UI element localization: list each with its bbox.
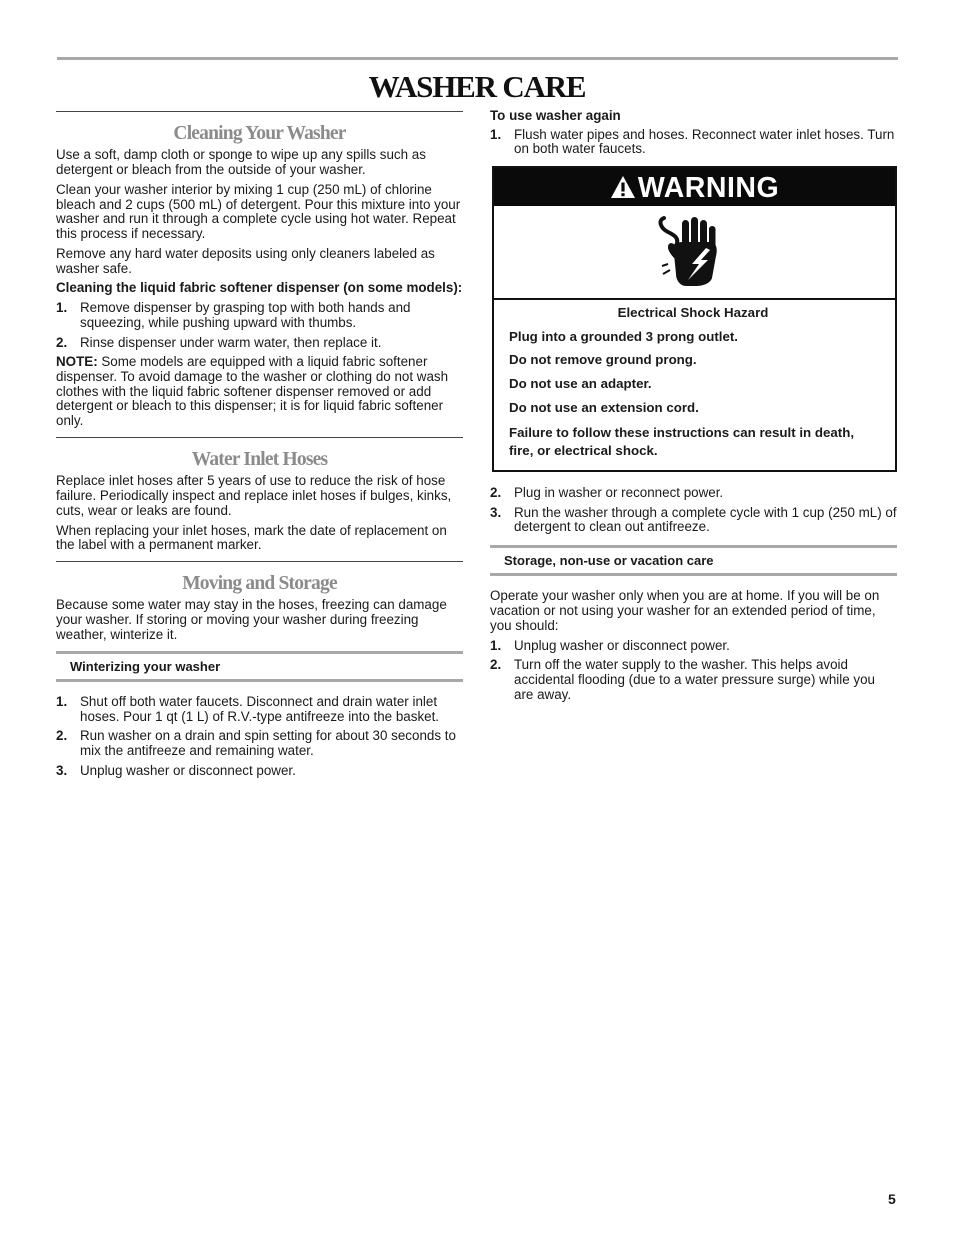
section-title-cleaning: Cleaning Your Washer (173, 123, 346, 144)
warning-label: WARNING (637, 172, 780, 205)
moving-paragraph-1: Because some water may stay in the hoses, freezing can damage your washer. If storing or moving your washer during freezing weather, winterize it. (56, 597, 447, 642)
use-again-heading: To use washer again (490, 108, 621, 123)
electrical-shock-hand-icon (494, 206, 895, 300)
warning-line: Do not use an extension cord. (509, 399, 699, 415)
storage-heading: Storage, non-use or vacation care (490, 545, 897, 576)
list-item: 2. Plug in washer or reconnect power. (490, 484, 724, 500)
page-title: WASHER CARE (368, 69, 586, 104)
note-label: NOTE: (56, 354, 98, 370)
warning-box (492, 166, 897, 472)
hazard-title: Electrical Shock Hazard (617, 305, 769, 321)
list-item: 1. Unplug washer or disconnect power. (490, 637, 730, 653)
warning-body (494, 300, 895, 470)
section-divider (56, 437, 463, 438)
list-item: 1. Remove dispenser by grasping top with both hands and squeezing, while pushing upward with thumbs. (56, 300, 411, 330)
dispenser-steps (56, 301, 463, 350)
note-paragraph (56, 355, 463, 429)
warning-triangle-icon (610, 170, 636, 211)
section-divider (56, 111, 463, 112)
storage-steps (490, 639, 897, 703)
hoses-paragraph-2: When replacing your inlet hoses, mark the date of replacement on the label with a permanent marker. (56, 522, 447, 553)
hoses-paragraph-1: Replace inlet hoses after 5 years of use to reduce the risk of hose failure. Periodically inspect and replace inlet hoses if bulges, kinks, cuts, wear or leaks are found. (56, 473, 452, 518)
list-item: 3. Unplug washer or disconnect power. (56, 762, 296, 778)
warning-line: Do not remove ground prong. (509, 352, 697, 368)
section-divider (56, 561, 463, 562)
list-item: 1. Shut off both water faucets. Disconnect and drain water inlet hoses. Pour 1 qt (1 L) of R.V.-type antifreeze into the basket. (56, 693, 440, 724)
list-item: 1. Flush water pipes and hoses. Reconnect water inlet hoses. Turn on both water faucets. (490, 126, 895, 157)
list-item: 3. Run the washer through a complete cycle with 1 cup (250 mL) of detergent to clean out antifreeze. (490, 504, 897, 535)
warning-line: Do not use an adapter. (509, 376, 652, 392)
storage-paragraph: Operate your washer only when you are at home. If you will be on vacation or not using your washer for an extended period of time, you should: (490, 588, 880, 633)
cleaning-paragraph-3: Remove any hard water deposits using only cleaners labeled as washer safe. (56, 245, 435, 276)
right-column (490, 109, 897, 708)
use-again-steps-a (490, 128, 897, 157)
winterizing-steps (56, 695, 463, 779)
note-text: Some models are equipped with a liquid fabric softener dispenser. To avoid damage to the washer or clothing do not wash clothes with the liquid fabric softener dispenser removed or add detergent or bleach to this dispenser; it is for liquid fabric softener only. (56, 354, 449, 429)
winterizing-heading: Winterizing your washer (56, 651, 463, 682)
list-item: 2. Turn off the water supply to the washer. This helps avoid accidental flooding (due to a water pressure surge) while you are away. (490, 657, 876, 702)
dispenser-heading: Cleaning the liquid fabric softener dispenser (on some models): (56, 280, 463, 296)
cleaning-paragraph-1: Use a soft, damp cloth or sponge to wipe up any spills such as detergent or bleach from the outside of your washer. (56, 147, 426, 178)
left-column (56, 111, 463, 784)
section-title-hoses: Water Inlet Hoses (191, 448, 328, 470)
cleaning-paragraph-2: Clean your washer interior by mixing 1 cup (250 mL) of chlorine bleach and 2 cups (500 mL) of detergent. Pour this mixture into your washer and run it through a complete cycle using hot water. Repeat this process if necessary. (56, 181, 461, 242)
list-item: 2. Run washer on a drain and spin setting for about 30 seconds to mix the antifreeze and remaining water. (56, 728, 456, 759)
use-again-steps-b (490, 486, 897, 535)
page-number: 5 (888, 1191, 896, 1207)
warning-line: Plug into a grounded 3 prong outlet. (509, 328, 738, 344)
warning-header (494, 168, 895, 206)
warning-failure: Failure to follow these instructions can result in death, fire, or electrical shock. (509, 425, 855, 458)
section-title-moving: Moving and Storage (182, 573, 337, 595)
list-item: 2. Rinse dispenser under warm water, then replace it. (56, 334, 382, 350)
top-rule (57, 57, 898, 60)
